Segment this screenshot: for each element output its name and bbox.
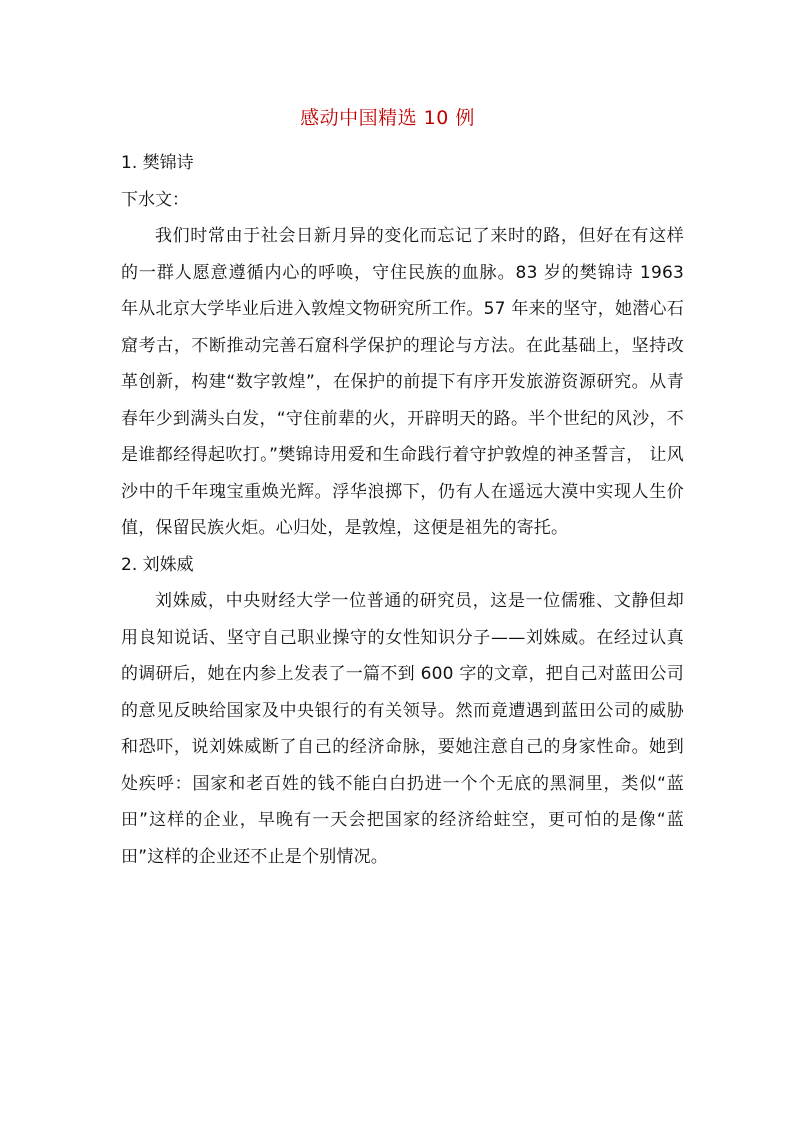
section-label: 下水文： [121,189,189,210]
section-heading: 2. 刘姝威 [121,554,194,575]
section-fan-jinshi [121,145,684,547]
section-heading: 1. 樊锦诗 [121,153,194,173]
document-body [121,145,684,875]
section-paragraph: 刘姝威，中央财经大学一位普通的研究员，这是一位儒雅、文静但却用良知说话、坚守自己职业操守的女性知识分子——刘姝威。在经过认真的调研后，她在内参上发表了一篇不到 600 字的文章，把自己对蓝田公司的意见反映给国家及中央银行的有关领导。然而竟遭遇到蓝田公司的威胁和恐吓，说刘姝威断了自己的经济命脉，要她注意自己的身家性命。她到处疾呼：国家和老百姓的钱不能白白扔进一个个无底的黑洞里，类似“蓝田”这样的企业，早晚有一天会把国家的经济给蛀空，更可怕的是像“蓝田”这样的企业还不止是个别情况。 [121,591,684,867]
section-liu-shuwei [121,547,684,876]
section-paragraph: 我们时常由于社会日新月异的变化而忘记了来时的路，但好在有这样的一群人愿意遵循内心的呼唤，守住民族的血脉。83 岁的樊锦诗 1963 年从北京大学毕业后进入敦煌文物研究所工作。57 年来的坚守，她潜心石窟考古，不断推动完善石窟科学保护的理论与方法。在此基础上，坚持改革创新，构建“数字敦煌”，在保护的前提下有序开发旅游资源研究。从青春年少到满头白发，“守住前辈的火，开辟明天的路。半个世纪的风沙，不是谁都经得起吹打。”樊锦诗用爱和生命践行着守护敦煌的神圣誓言， 让风沙中的千年瑰宝重焕光辉。浮华浪掷下，仍有人在遥远大漠中实现人生价值，保留民族火炬。心归处，是敦煌，这便是祖先的寄托。 [121,226,684,538]
document-title: 感动中国精选 10 例 [300,107,475,129]
